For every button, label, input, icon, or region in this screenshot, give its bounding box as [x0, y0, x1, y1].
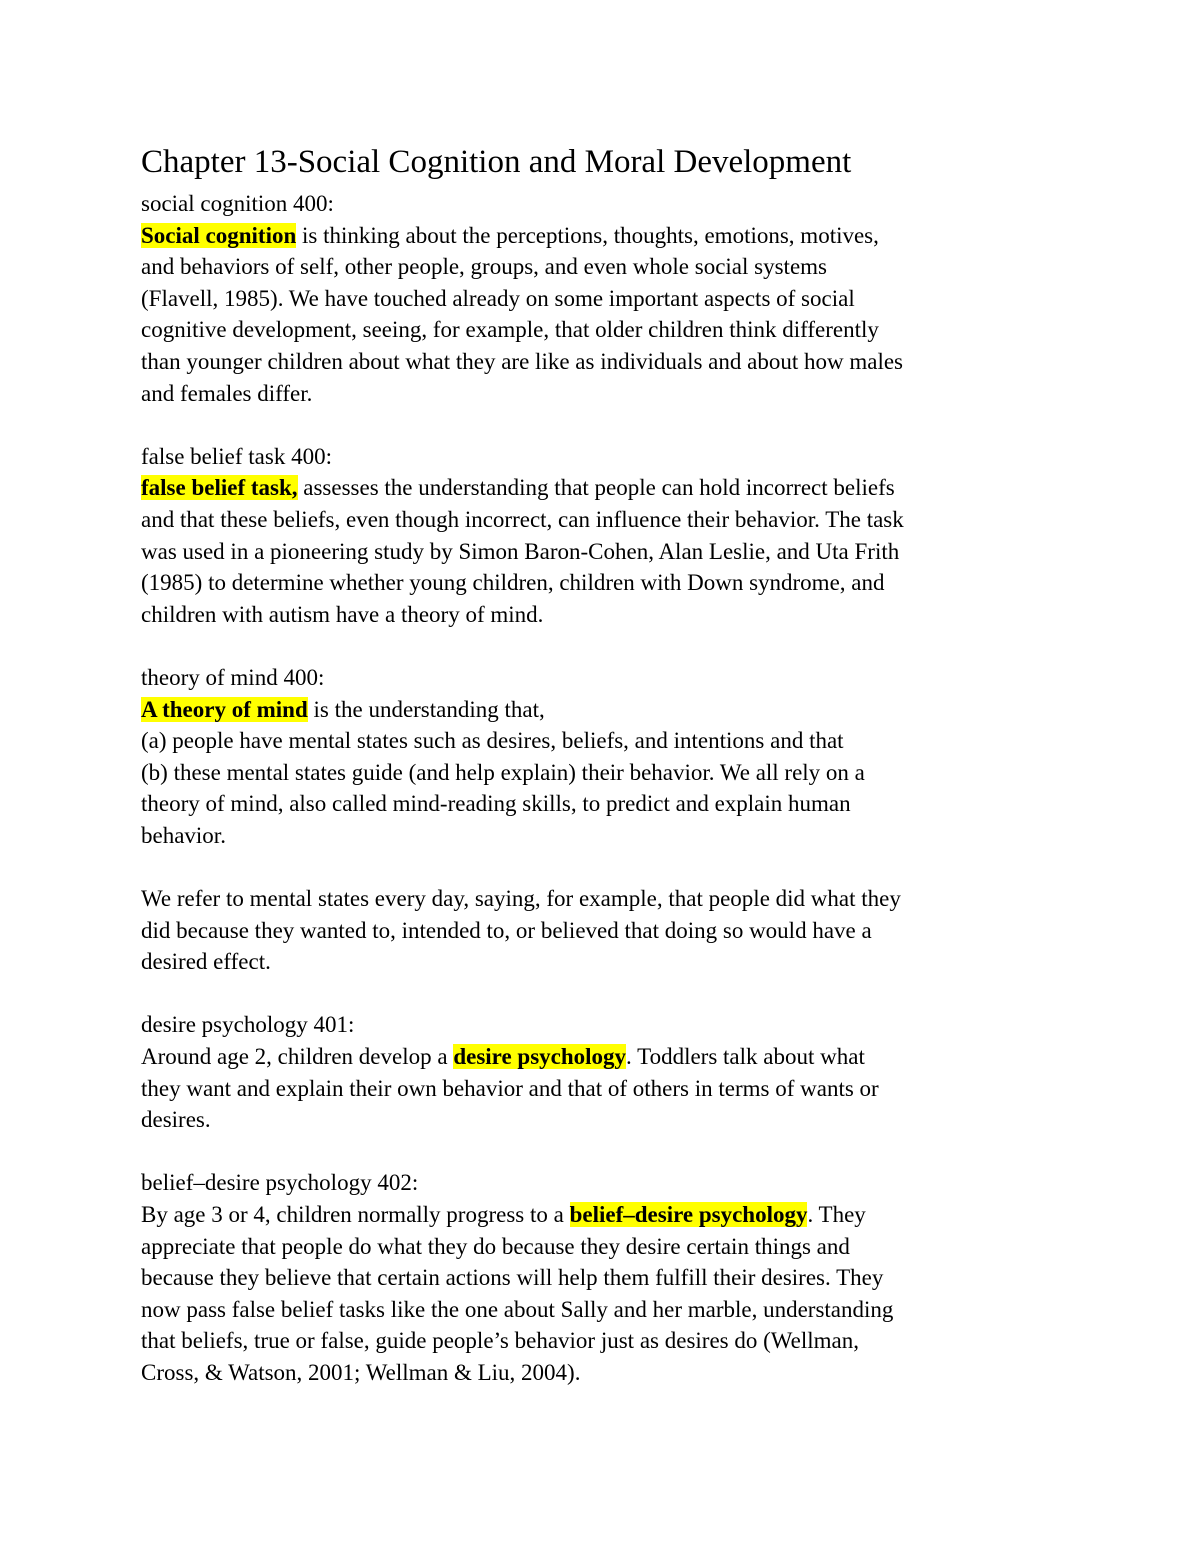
text-line [141, 283, 1071, 315]
highlighted-term: A theory of mind [141, 696, 308, 722]
text-run: now pass false belief tasks like the one about Sally and her marble, understanding [141, 1296, 894, 1322]
text-run: they want and explain their own behavior and that of others in terms of wants or [141, 1075, 879, 1101]
text-run: is the understanding that, [307, 696, 545, 722]
paragraph [141, 472, 1071, 630]
text-line [141, 725, 1071, 757]
text-run: Cross, & Watson, 2001; Wellman & Liu, 2004). [141, 1359, 581, 1385]
text-run: cognitive development, seeing, for example, that older children think differently [141, 317, 879, 343]
text-run: (a) people have mental states such as desires, beliefs, and intentions and that [141, 728, 844, 754]
section-heading: theory of mind 400: [141, 664, 325, 690]
text-line [141, 694, 1071, 726]
text-run: . They [807, 1202, 866, 1227]
text-line [141, 504, 1071, 536]
text-line [141, 378, 1071, 410]
text-run: We refer to mental states every day, saying, for example, that people did what they [141, 886, 901, 912]
section [141, 1167, 1071, 1388]
highlighted-term: Social cognition [141, 222, 297, 248]
text-line [141, 251, 1071, 283]
text-run: . Toddlers talk about what [626, 1044, 865, 1070]
text-line [141, 220, 1071, 252]
text-line [141, 1294, 1071, 1326]
text-run: and females differ. [141, 380, 313, 406]
section-heading: social cognition 400: [141, 191, 334, 216]
text-run: desires. [141, 1107, 211, 1133]
highlighted-term: false belief task, [141, 475, 298, 501]
text-line [141, 599, 1071, 631]
text-line [141, 1325, 1071, 1357]
text-line [141, 820, 1071, 852]
document-title: Chapter 13-Social Cognition and Moral Development [141, 144, 852, 180]
text-line [141, 314, 1071, 346]
text-run: By age 3 or 4, children normally progress to a [141, 1202, 570, 1227]
section-heading: belief–desire psychology 402: [141, 1170, 419, 1196]
text-line [141, 1104, 1071, 1136]
section-gap [141, 978, 1071, 1010]
section [141, 1009, 1071, 1135]
text-run: theory of mind, also called mind-reading skills, to predict and explain human [141, 791, 851, 817]
text-run: (Flavell, 1985). We have touched already on some important aspects of social [141, 285, 855, 311]
section [141, 188, 1071, 409]
text-line [141, 1231, 1071, 1263]
section-gap [141, 630, 1071, 662]
paragraph [141, 1041, 1071, 1136]
text-run: appreciate that people do what they do because they desire certain things and [141, 1233, 850, 1259]
text-run: children with autism have a theory of mind. [141, 601, 544, 627]
paragraph [141, 883, 1071, 978]
highlighted-term: desire psychology [453, 1044, 627, 1070]
section-heading: false belief task 400: [141, 443, 332, 469]
text-run: Around age 2, children develop a [141, 1044, 454, 1070]
text-run: was used in a pioneering study by Simon Baron-Cohen, Alan Leslie, and Uta Frith [141, 538, 900, 564]
text-line [141, 1357, 1071, 1389]
text-run: (1985) to determine whether young children, children with Down syndrome, and [141, 570, 885, 596]
section [141, 662, 1071, 978]
text-line [141, 1199, 1071, 1231]
text-run: and behaviors of self, other people, groups, and even whole social systems [141, 254, 827, 280]
document-page [141, 140, 1071, 1389]
text-run: is thinking about the perceptions, thoughts, emotions, motives, [296, 222, 879, 248]
text-line [141, 946, 1071, 978]
text-line [141, 883, 1071, 915]
text-run: desired effect. [141, 949, 271, 975]
paragraph [141, 694, 1071, 852]
text-run: did because they wanted to, intended to, or believed that doing so would have a [141, 917, 872, 943]
paragraph-gap [141, 851, 1071, 883]
text-line [141, 1041, 1071, 1073]
section [141, 441, 1071, 631]
text-line [141, 915, 1071, 947]
text-line [141, 346, 1071, 378]
section-gap [141, 409, 1071, 441]
text-line [141, 757, 1071, 789]
text-run: that beliefs, true or false, guide people’s behavior just as desires do (Wellman, [141, 1328, 859, 1354]
text-run: behavior. [141, 822, 226, 848]
document-body [141, 188, 1071, 1389]
text-run: than younger children about what they are like as individuals and about how males [141, 348, 903, 374]
text-run: because they believe that certain actions will help them fulfill their desires. They [141, 1265, 884, 1291]
section-gap [141, 1136, 1071, 1168]
highlighted-term: belief–desire psychology [569, 1202, 808, 1227]
section-heading: desire psychology 401: [141, 1012, 355, 1038]
text-run: assesses the understanding that people can hold incorrect beliefs [297, 475, 895, 501]
text-line [141, 788, 1071, 820]
paragraph [141, 220, 1071, 410]
paragraph [141, 1199, 1071, 1389]
text-line [141, 472, 1071, 504]
text-line [141, 1073, 1071, 1105]
text-run: (b) these mental states guide (and help explain) their behavior. We all rely on a [141, 759, 865, 785]
text-line [141, 536, 1071, 568]
text-run: and that these beliefs, even though incorrect, can influence their behavior. The task [141, 506, 904, 532]
text-line [141, 567, 1071, 599]
text-line [141, 1262, 1071, 1294]
